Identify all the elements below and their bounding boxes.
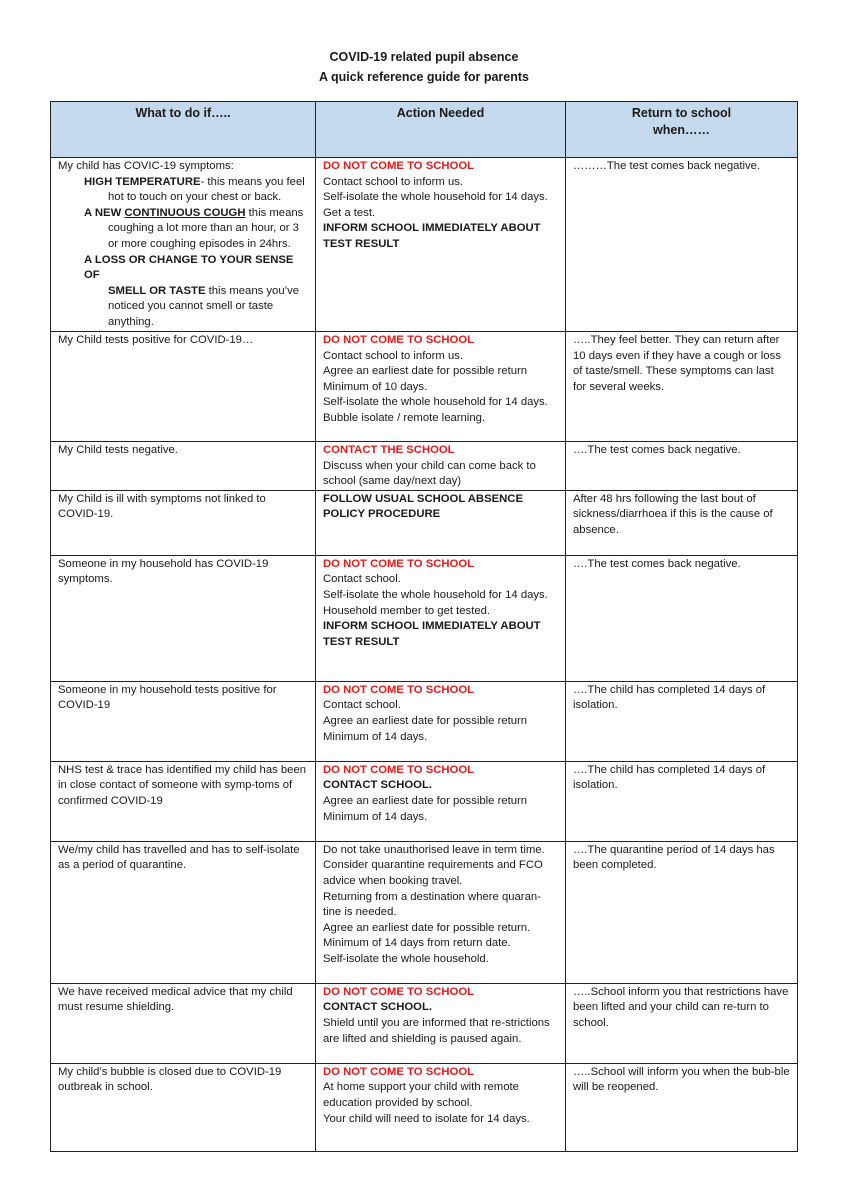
- table-row: [51, 555, 798, 681]
- table-row: [51, 442, 798, 491]
- action-cell: DO NOT COME TO SCHOOL Contact school. Agree an earliest date for possible return Minimum of 14 days.: [316, 681, 566, 761]
- table-row: [51, 841, 798, 983]
- return-cell: ….The test comes back negative.: [566, 442, 798, 491]
- table-row: [51, 681, 798, 761]
- table-row: [51, 1063, 798, 1151]
- symptom-high-temperature: HIGH TEMPERATURE- this means you feel hot to touch on your chest or back.: [84, 175, 305, 204]
- return-cell: ….The test comes back negative.: [566, 555, 798, 681]
- table-row: [51, 158, 798, 332]
- situation-cell: My Child tests negative.: [51, 442, 316, 491]
- header-action-needed: Action Needed: [316, 102, 566, 158]
- situation-cell: NHS test & trace has identified my child has been in close contact of someone with symp-toms of confirmed COVID-19: [51, 761, 316, 841]
- situation-text: My child has COVIC-19 symptoms:: [58, 160, 234, 172]
- symptom-loss-of-smell-taste: A LOSS OR CHANGE TO YOUR SENSE OF SMELL OR TASTE this means you’ve noticed you cannot smell or taste anything.: [84, 253, 300, 328]
- action-cell: DO NOT COME TO SCHOOL At home support your child with remote education provided by school. Your child will need to isolate for 14 days.: [316, 1063, 566, 1151]
- situation-cell: My Child tests positive for COVID-19…: [51, 332, 316, 442]
- action-cell: Do not take unauthorised leave in term time. Consider quarantine requirements and FCO advice when booking travel. Returning from a destination where quaran-tine is needed. Agree an earliest date for possible return. Minimum of 14 days from return date. Self-isolate the whole household.: [316, 841, 566, 983]
- table-row: [51, 332, 798, 442]
- action-cell: DO NOT COME TO SCHOOL CONTACT SCHOOL. Shield until you are informed that re-strictions are lifted and shielding is paused again.: [316, 983, 566, 1063]
- return-cell: After 48 hrs following the last bout of sickness/diarrhoea if this is the cause of absence.: [566, 490, 798, 555]
- table-row: [51, 761, 798, 841]
- return-cell: ….The quarantine period of 14 days has been completed.: [566, 841, 798, 983]
- title-line-2: A quick reference guide for parents: [318, 70, 529, 84]
- action-cell: DO NOT COME TO SCHOOL Contact school. Self-isolate the whole household for 14 days. Household member to get tested. INFORM SCHOOL IMMEDIATELY ABOUT TEST RESULT: [316, 555, 566, 681]
- action-cell: DO NOT COME TO SCHOOL Contact school to inform us. Self-isolate the whole household for 14 days. Get a test. INFORM SCHOOL IMMEDIATELY ABOUT TEST RESULT: [316, 158, 566, 332]
- reference-table: [50, 101, 798, 1152]
- action-cell: FOLLOW USUAL SCHOOL ABSENCE POLICY PROCEDURE: [316, 490, 566, 555]
- header-return-to-school: [566, 102, 798, 158]
- title-line-1: COVID-19 related pupil absence: [329, 50, 519, 64]
- action-cell: DO NOT COME TO SCHOOL CONTACT SCHOOL. Agree an earliest date for possible return Minimum of 14 days.: [316, 761, 566, 841]
- return-cell: …..School inform you that restrictions have been lifted and your child can re-turn to school.: [566, 983, 798, 1063]
- header-return-line-1: Return to school: [631, 106, 732, 120]
- situation-cell: My Child is ill with symptoms not linked to COVID-19.: [51, 490, 316, 555]
- header-what-to-do: What to do if…..: [51, 102, 316, 158]
- action-cell: DO NOT COME TO SCHOOL Contact school to inform us. Agree an earliest date for possible return Minimum of 10 days. Self-isolate the whole household for 14 days. Bubble isolate / remote learning.: [316, 332, 566, 442]
- situation-cell: My child’s bubble is closed due to COVID-19 outbreak in school.: [51, 1063, 316, 1151]
- situation-cell: Someone in my household has COVID-19 symptoms.: [51, 555, 316, 681]
- table-row: [51, 983, 798, 1063]
- situation-cell: We/my child has travelled and has to self-isolate as a period of quarantine.: [51, 841, 316, 983]
- table-row: [51, 490, 798, 555]
- return-cell: …..School will inform you when the bub-ble will be reopened.: [566, 1063, 798, 1151]
- situation-cell: We have received medical advice that my child must resume shielding.: [51, 983, 316, 1063]
- situation-cell: Someone in my household tests positive for COVID-19: [51, 681, 316, 761]
- document-title: [0, 47, 848, 87]
- header-return-line-2: when……: [653, 123, 710, 137]
- header-row: [51, 102, 798, 158]
- return-cell: ….The child has completed 14 days of isolation.: [566, 681, 798, 761]
- return-cell: ………The test comes back negative.: [566, 158, 798, 332]
- situation-cell: [51, 158, 316, 332]
- return-cell: ….The child has completed 14 days of isolation.: [566, 761, 798, 841]
- symptom-continuous-cough: A NEW CONTINUOUS COUGH this means coughing a lot more than an hour, or 3 or more coughing episodes in 24hrs.: [84, 206, 304, 250]
- return-cell: …..They feel better. They can return after 10 days even if they have a cough or loss of taste/smell. These symptoms can last for several weeks.: [566, 332, 798, 442]
- action-cell: CONTACT THE SCHOOL Discuss when your child can come back to school (same day/next day): [316, 442, 566, 491]
